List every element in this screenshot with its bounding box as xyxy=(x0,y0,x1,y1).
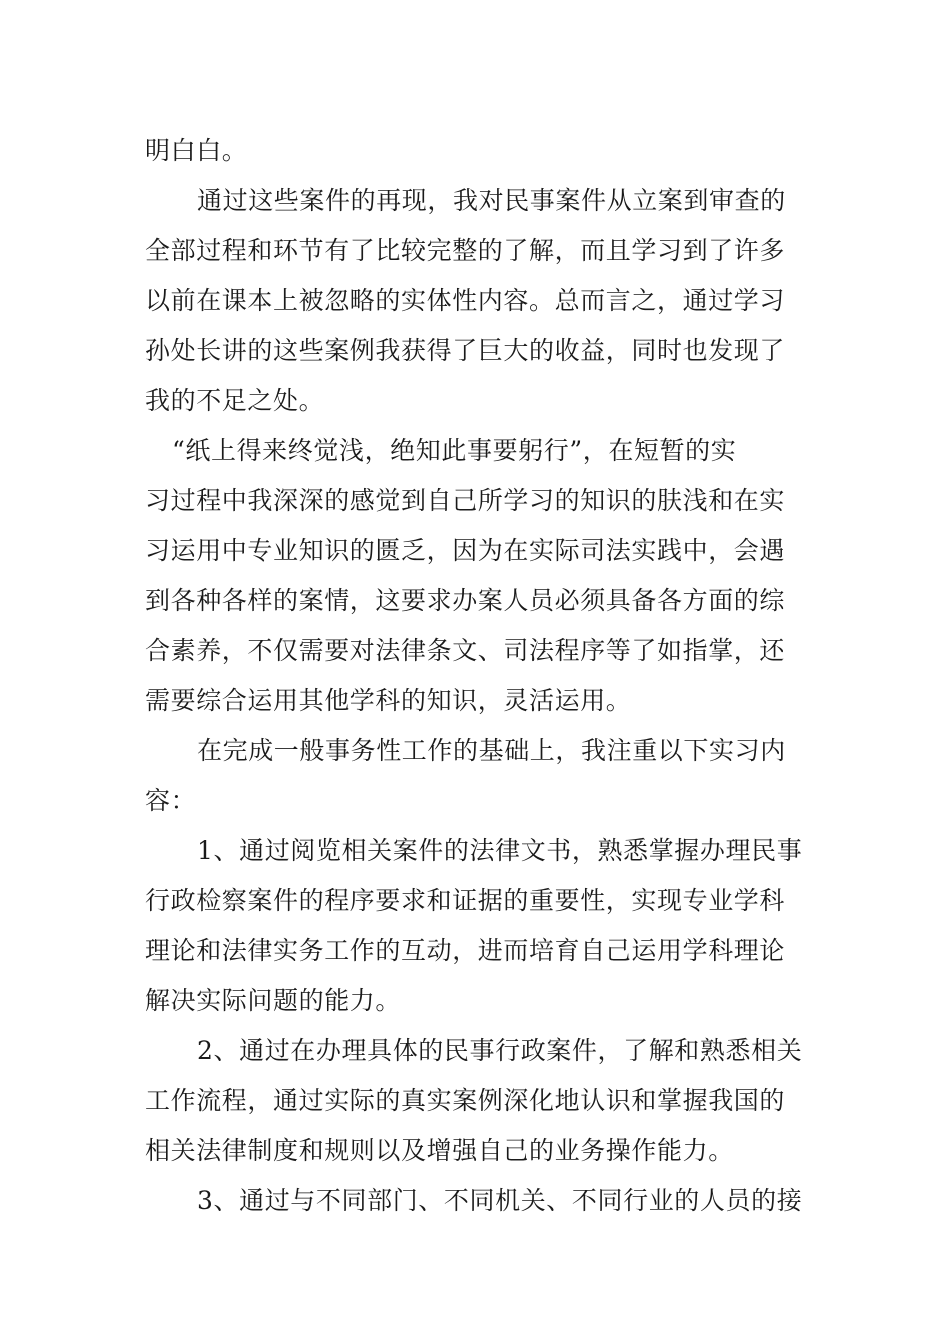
paragraph-line: 孙处长讲的这些案例我获得了巨大的收益，同时也发现了 xyxy=(145,336,786,365)
paragraph-line: “纸上得来终觉浅，绝知此事要躬行”，在短暂的实 xyxy=(172,436,737,465)
paragraph-line: 明白白。 xyxy=(145,136,248,165)
paragraph-line: 工作流程，通过实际的真实案例深化地认识和掌握我国的 xyxy=(145,1086,786,1115)
paragraph-line: 2、通过在办理具体的民事行政案件，了解和熟悉相关 xyxy=(197,1036,803,1065)
paragraph-line: 到各种各样的案情，这要求办案人员必须具备各方面的综 xyxy=(145,586,786,615)
paragraph-line: 容： xyxy=(145,786,197,815)
paragraph-line: 相关法律制度和规则以及增强自己的业务操作能力。 xyxy=(145,1136,734,1165)
paragraph-line: 3、通过与不同部门、不同机关、不同行业的人员的接 xyxy=(197,1186,803,1215)
paragraph-line: 解决实际问题的能力。 xyxy=(145,986,402,1015)
paragraph-line: 我的不足之处。 xyxy=(145,386,325,415)
paragraph-line: 全部过程和环节有了比较完整的了解，而且学习到了许多 xyxy=(145,236,786,265)
paragraph-line: 理论和法律实务工作的互动，进而培育自己运用学科理论 xyxy=(145,936,786,965)
paragraph-line: 习运用中专业知识的匮乏，因为在实际司法实践中，会遇 xyxy=(145,536,786,565)
paragraph-line: 以前在课本上被忽略的实体性内容。总而言之，通过学习 xyxy=(145,286,786,315)
paragraph-line: 1、通过阅览相关案件的法律文书，熟悉掌握办理民事 xyxy=(197,836,803,865)
paragraph-line: 合素养，不仅需要对法律条文、司法程序等了如指掌，还 xyxy=(145,636,786,665)
paragraph-line: 在完成一般事务性工作的基础上，我注重以下实习内 xyxy=(197,736,786,765)
paragraph-line: 通过这些案件的再现，我对民事案件从立案到审查的 xyxy=(197,186,786,215)
paragraph-line: 行政检察案件的程序要求和证据的重要性，实现专业学科 xyxy=(145,886,786,915)
paragraph-line: 需要综合运用其他学科的知识，灵活运用。 xyxy=(145,686,632,715)
paragraph-line: 习过程中我深深的感觉到自己所学习的知识的肤浅和在实 xyxy=(145,486,786,515)
